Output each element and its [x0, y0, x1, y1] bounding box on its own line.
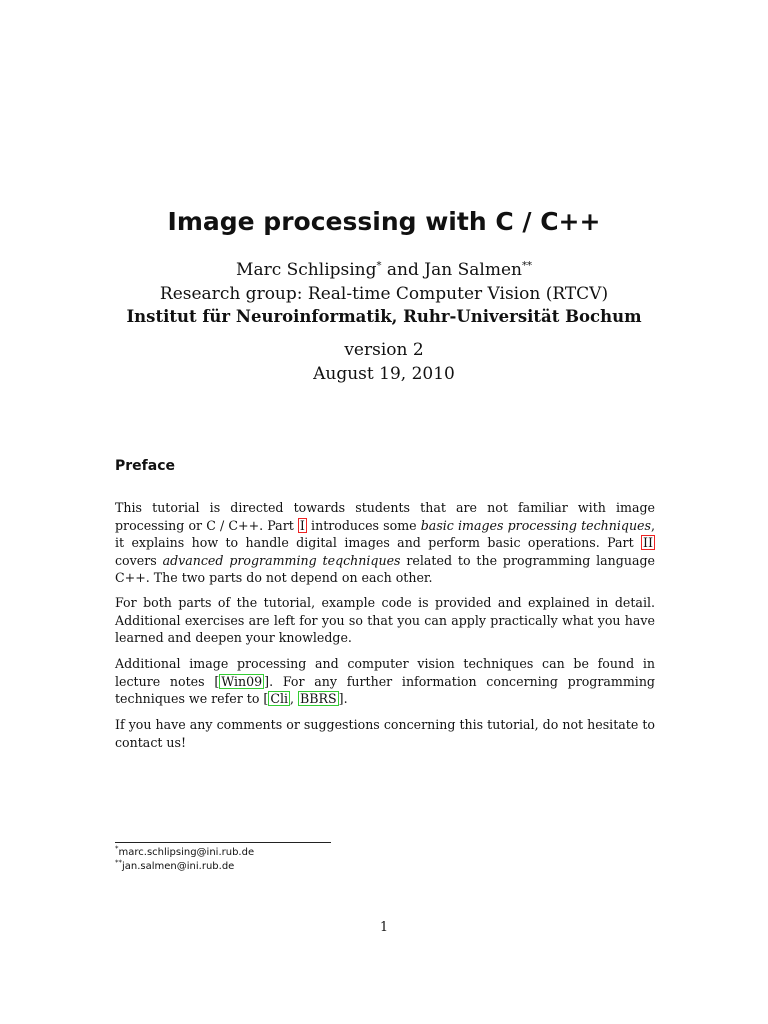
footnote-1-email[interactable]: marc.schlipsing@ini.rub.de [118, 847, 255, 858]
preface-paragraph-2: For both parts of the tutorial, example code is provided and explained in detail. Additional exercises are left for you so that you can apply practically what you have learned and deepen your knowledge. [115, 595, 655, 645]
author-1: Marc Schlipsing [236, 260, 377, 280]
part-1-link[interactable]: I [299, 517, 305, 533]
p3-text-3: , [290, 691, 299, 706]
preface-paragraph-4: If you have any comments or suggestions concerning this tutorial, do not hesitate to contact us! [115, 717, 655, 750]
footnote-2-mark: ** [115, 858, 122, 867]
citation-bbrs-link[interactable]: BBRS [300, 691, 337, 706]
p1-text-2: introduces some [306, 517, 421, 533]
p1-text-3: , it explains how to handle digital images and perform basic operations. Part [115, 517, 655, 550]
part-2-link[interactable]: II [643, 535, 653, 550]
citation-win09-link[interactable]: Win09 [221, 673, 263, 689]
page-number: 1 [379, 919, 388, 934]
footnote-rule [115, 842, 331, 843]
p3-text-4: ]. [338, 691, 348, 706]
author-1-footnote-mark[interactable]: * [376, 260, 382, 272]
institute: Institut für Neuroinformatik, Ruhr-Universität Bochum [126, 307, 642, 326]
author-2: Jan Salmen [424, 260, 522, 280]
research-group: Research group: Real-time Computer Vision (RTCV) [159, 284, 609, 304]
p1-emphasis-2: advanced programming teqchniques [162, 552, 401, 568]
footnote-2-email[interactable]: jan.salmen@ini.rub.de [122, 861, 235, 872]
p3-text-1: Additional image processing and computer vision techniques can be found in lecture notes [ [115, 656, 655, 689]
p1-emphasis-1: basic images processing techniques [420, 517, 651, 533]
document-title: Image processing with C / C++ [167, 207, 601, 236]
date-line: August 19, 2010 [313, 364, 455, 384]
footnote-1 [115, 846, 254, 859]
authors-connector: and [386, 260, 419, 280]
p1-text-4: covers [115, 552, 163, 568]
p1-text-1: This tutorial is directed towards students that are not familiar with image processing or C / C++. Part [115, 500, 655, 533]
authors-line [0, 258, 768, 282]
preface-heading: Preface [115, 458, 175, 474]
p3-text-2: ]. For any further information concerning programming techniques we refer to [ [115, 673, 655, 706]
footnote-2 [115, 860, 234, 873]
p1-text-5: related to the programming language C++. The two parts do not depend on each other. [115, 552, 655, 585]
author-2-footnote-mark[interactable]: ** [521, 260, 532, 272]
citation-cli-link[interactable]: Cli [270, 691, 289, 706]
preface-paragraph-3 [115, 655, 655, 708]
footnote-1-mark: * [115, 844, 119, 853]
preface-paragraph-1 [115, 499, 655, 587]
version-line: version 2 [344, 340, 424, 360]
